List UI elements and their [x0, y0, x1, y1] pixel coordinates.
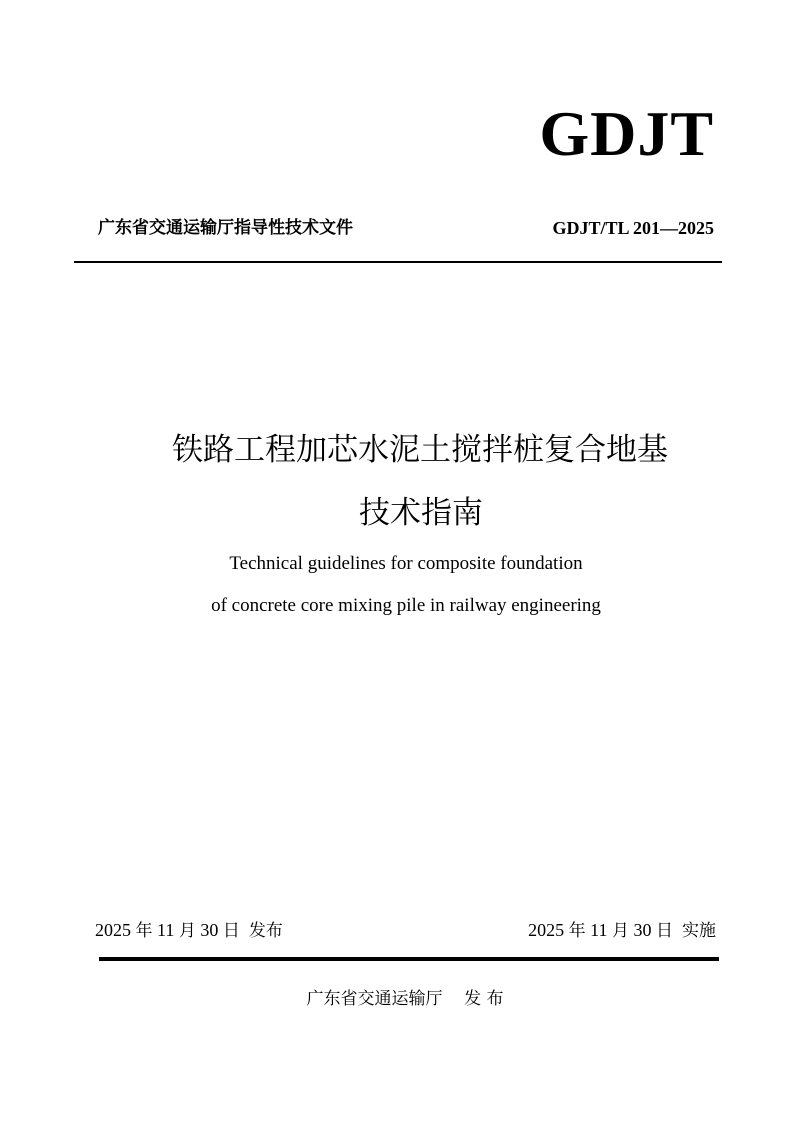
- effective-month-unit: 月: [612, 921, 629, 941]
- effective-action: 实施: [682, 921, 716, 941]
- publish-date: [95, 918, 283, 943]
- effective-day-unit: 日: [656, 921, 673, 941]
- publish-day-unit: 日: [222, 921, 240, 941]
- document-type: 广东省交通运输厅指导性技术文件: [98, 218, 353, 238]
- issuer-action: 发 布: [464, 989, 504, 1009]
- publish-day: 30: [200, 920, 219, 940]
- title-english-line-1: Technical guidelines for composite foundation: [229, 553, 583, 574]
- effective-month: 11: [590, 920, 608, 940]
- title-chinese-line-2: 技术指南: [359, 495, 483, 531]
- publish-month: 11: [157, 920, 175, 940]
- publisher-line: [0, 987, 800, 1011]
- publish-year-unit: 年: [135, 921, 153, 941]
- effective-day: 30: [633, 920, 652, 940]
- publish-action: 发布: [248, 921, 283, 941]
- header-divider: [74, 261, 722, 263]
- brand-mark: GDJT: [539, 98, 714, 169]
- title-english-line-2: of concrete core mixing pile in railway engineering: [211, 595, 601, 616]
- publish-month-unit: 月: [178, 921, 196, 941]
- publish-year: 2025: [95, 920, 131, 940]
- title-chinese-line-1: 铁路工程加芯水泥土搅拌桩复合地基: [172, 432, 668, 468]
- issuer-name: 广东省交通运输厅: [306, 989, 443, 1009]
- effective-year-unit: 年: [568, 921, 586, 941]
- effective-year: 2025: [528, 920, 565, 940]
- document-code: GDJT/TL 201—2025: [552, 218, 714, 238]
- effective-date: [528, 918, 716, 943]
- footer-divider: [99, 957, 719, 961]
